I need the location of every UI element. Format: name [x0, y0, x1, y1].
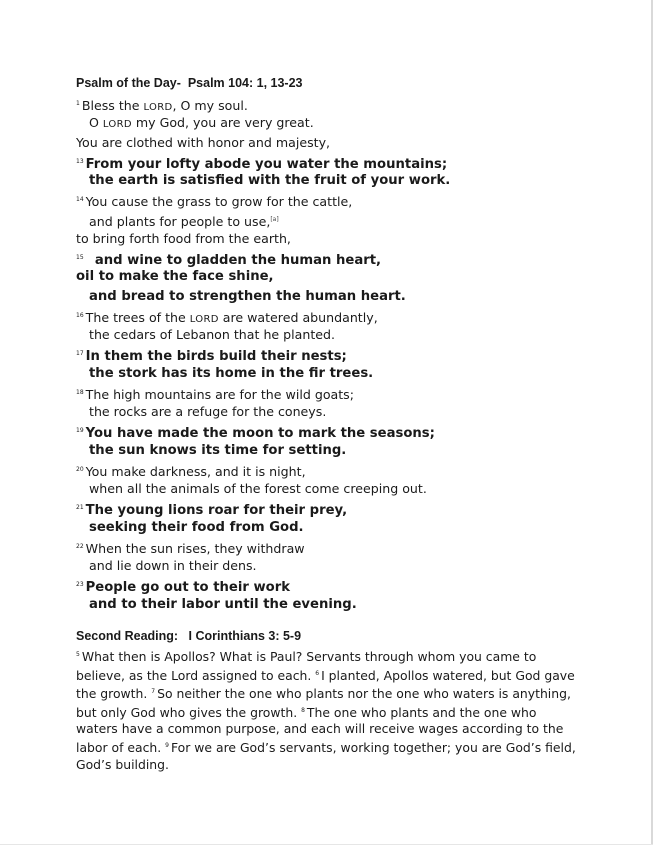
psalm-line	[76, 575, 616, 594]
verse-number: 21	[76, 504, 84, 512]
psalm-line	[76, 556, 616, 575]
line-text: when all the animals of the forest come creeping out.	[89, 481, 427, 496]
psalm-line	[76, 595, 616, 614]
line-text: In them the birds build their nests;	[85, 349, 347, 365]
psalm-line	[76, 287, 616, 306]
line-text: the rocks are a refuge for the coneys.	[89, 404, 327, 419]
verse-number: 22	[76, 542, 84, 550]
psalm-line	[76, 306, 616, 325]
verse-number: 19	[76, 427, 84, 435]
divine-name: LORD	[189, 313, 219, 325]
line-text: and bread to strengthen the human heart.	[89, 288, 406, 304]
verse-number: 17	[76, 350, 84, 358]
line-text: and lie down in their dens.	[89, 558, 257, 573]
verse-number: 8	[301, 706, 305, 714]
line-text: The high mountains are for the wild goats;	[85, 386, 354, 402]
psalm-line	[76, 267, 616, 286]
psalm-line	[76, 113, 616, 132]
verse-number: 6	[315, 669, 320, 677]
psalm-line	[76, 344, 616, 363]
line-text: , O my soul.	[172, 98, 248, 113]
verse-text: What then is Apollos? What is Paul? Servants through whom you came to believe, as the Lord assigned to each.	[76, 649, 537, 683]
psalm-line	[76, 248, 616, 267]
line-text: my God, you are very great.	[131, 115, 314, 131]
reading-text	[76, 647, 576, 773]
line-text: You make darkness, and it is night,	[85, 463, 306, 479]
line-text: People go out to their work	[85, 580, 290, 596]
verse-text: For we are God’s servants, working together; you are God’s field, God’s building.	[76, 739, 576, 772]
psalm-line	[76, 518, 616, 537]
verse-number: 23	[76, 581, 84, 589]
line-text: You have made the moon to mark the seasons;	[85, 426, 435, 442]
verse-number: 9	[165, 741, 169, 749]
divine-name: LORD	[102, 119, 132, 131]
line-text: You are clothed with honor and majesty,	[76, 134, 331, 150]
line-text: seeking their food from God.	[89, 519, 304, 535]
psalm-line	[76, 383, 616, 402]
psalm-line	[76, 460, 616, 479]
verse-number: 16	[76, 311, 84, 319]
verse-number: 15	[76, 254, 84, 261]
psalm-line	[76, 421, 616, 440]
psalm-line	[76, 152, 616, 171]
verse-number: 20	[76, 465, 84, 473]
verse-number: 5	[76, 651, 80, 658]
line-text: From your lofty abode you water the mountains;	[85, 156, 448, 172]
verse-number: 13	[76, 157, 84, 165]
psalm-line	[76, 498, 616, 517]
psalm-line	[76, 441, 616, 460]
line-text: You cause the grass to grow for the cattle,	[85, 194, 353, 210]
psalm-line	[76, 210, 616, 229]
line-text: the cedars of Lebanon that he planted.	[89, 327, 336, 342]
line-text: are watered abundantly,	[218, 309, 378, 325]
psalm-line	[76, 133, 616, 152]
line-text: and plants for people to use,	[89, 213, 271, 229]
line-text: the earth is satisfied with the fruit of your work.	[89, 173, 451, 188]
line-text: to bring forth food from the earth,	[76, 230, 291, 246]
psalm-line	[76, 171, 616, 190]
psalm-line	[76, 190, 616, 209]
verse-text: I planted, Apollos watered, but God gave the growth.	[76, 667, 575, 702]
line-text: oil to make the face shine,	[76, 269, 274, 285]
divine-name: LORD	[143, 102, 173, 113]
psalm-line	[76, 537, 616, 556]
line-text: the sun knows its time for setting.	[89, 442, 347, 458]
psalm-line	[76, 479, 616, 498]
line-text: and to their labor until the evening.	[89, 596, 357, 612]
line-text: O	[89, 115, 103, 131]
reading-heading: Second Reading: I Corinthians 3: 5-9	[76, 629, 302, 643]
verse-number: 1	[76, 100, 80, 107]
psalm-line	[76, 94, 616, 113]
verse-text: The one who plants and the one who waters have a common purpose, and each will receive wages according to the labor of each.	[76, 704, 564, 755]
line-text: the stork has its home in the fir trees.	[89, 365, 374, 381]
psalm-line	[76, 364, 616, 383]
psalm-line	[76, 325, 616, 344]
psalm-line	[76, 402, 616, 421]
footnote-marker: [a]	[270, 215, 279, 223]
psalm-text	[76, 94, 616, 614]
verse-number: 14	[76, 196, 84, 204]
verse-number: 7	[151, 688, 156, 696]
psalm-heading: Psalm of the Day- Psalm 104: 1, 13-23	[76, 76, 303, 90]
verse-number: 18	[76, 388, 84, 396]
line-text: Bless the	[81, 98, 144, 113]
line-text: The trees of the	[85, 309, 190, 325]
line-text: When the sun rises, they withdraw	[85, 540, 305, 556]
verse-text: So neither the one who plants nor the one who waters is anything, but only God who gives the growth.	[76, 686, 571, 720]
line-text: The young lions roar for their prey,	[85, 503, 348, 519]
line-text: and wine to gladden the human heart,	[85, 253, 382, 268]
psalm-line	[76, 229, 616, 248]
